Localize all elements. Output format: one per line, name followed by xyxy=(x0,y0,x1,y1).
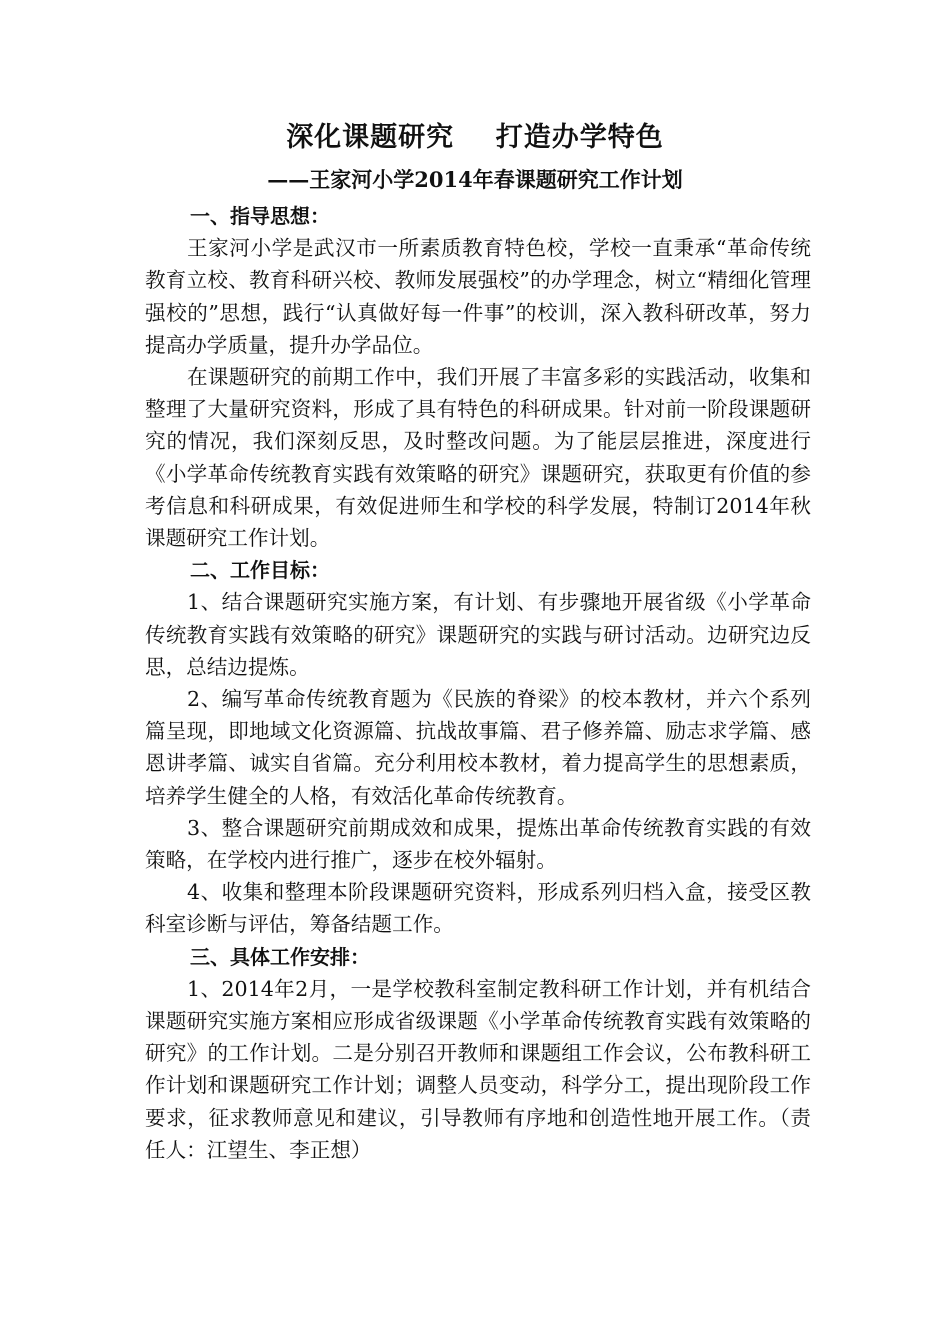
paragraph: 王家河小学是武汉市一所素质教育特色校，学校一直秉承“革命传统教育立校、教育科研兴校、教师发展强校”的办学理念，树立“精细化管理强校的”思想，践行“认真做好每一件事”的校训，深入教科研改革，努力提高办学质量，提升办学品位。 xyxy=(145,236,811,357)
section-heading-work-goals: 二、工作目标： xyxy=(190,558,330,583)
section-heading-guiding-thought: 一、指导思想： xyxy=(190,204,330,228)
document-body xyxy=(145,200,811,1166)
document-subtitle: ——王家河小学2014年春课题研究工作计划 xyxy=(267,167,683,192)
paragraph: 1、结合课题研究实施方案，有计划、有步骤地开展省级《小学革命传统教育实践有效策略的研究》课题研究的实践与研讨活动。边研究边反思，总结边提炼。 xyxy=(145,590,811,679)
paragraph: 2、编写革命传统教育题为《民族的脊梁》的校本教材，并六个系列篇呈现，即地域文化资源篇、抗战故事篇、君子修养篇、励志求学篇、感恩讲孝篇、诚实自省篇。充分利用校本教材，着力提高学生的思想素质，培养学生健全的人格，有效活化革命传统教育。 xyxy=(145,687,811,808)
paragraph: 在课题研究的前期工作中，我们开展了丰富多彩的实践活动，收集和整理了大量研究资料，形成了具有特色的科研成果。针对前一阶段课题研究的情况，我们深刻反思，及时整改问题。为了能层层推进，深度进行《小学革命传统教育实践有效策略的研究》课题研究，获取更有价值的参考信息和科研成果，有效促进师生和学校的科学发展，特制订2014年秋课题研究工作计划。 xyxy=(145,365,811,551)
paragraph: 1、2014年2月，一是学校教科室制定教科研工作计划，并有机结合课题研究实施方案相应形成省级课题《小学革命传统教育实践有效策略的研究》的工作计划。二是分别召开教师和课题组工作会议，公布教科研工作计划和课题研究工作计划；调整人员变动，科学分工，提出现阶段工作要求，征求教师意见和建议，引导教师有序地和创造性地开展工作。（责任人：江望生、李正想） xyxy=(145,976,811,1162)
document-title: 深化课题研究 打造办学特色 xyxy=(286,122,664,153)
section-heading-work-arrangement: 三、具体工作安排： xyxy=(190,944,370,969)
paragraph: 4、收集和整理本阶段课题研究资料，形成系列归档入盒，接受区教科室诊断与评估，筹备结题工作。 xyxy=(145,880,811,937)
paragraph: 3、整合课题研究前期成效和成果，提炼出革命传统教育实践的有效策略，在学校内进行推广，逐步在校外辐射。 xyxy=(145,815,811,873)
